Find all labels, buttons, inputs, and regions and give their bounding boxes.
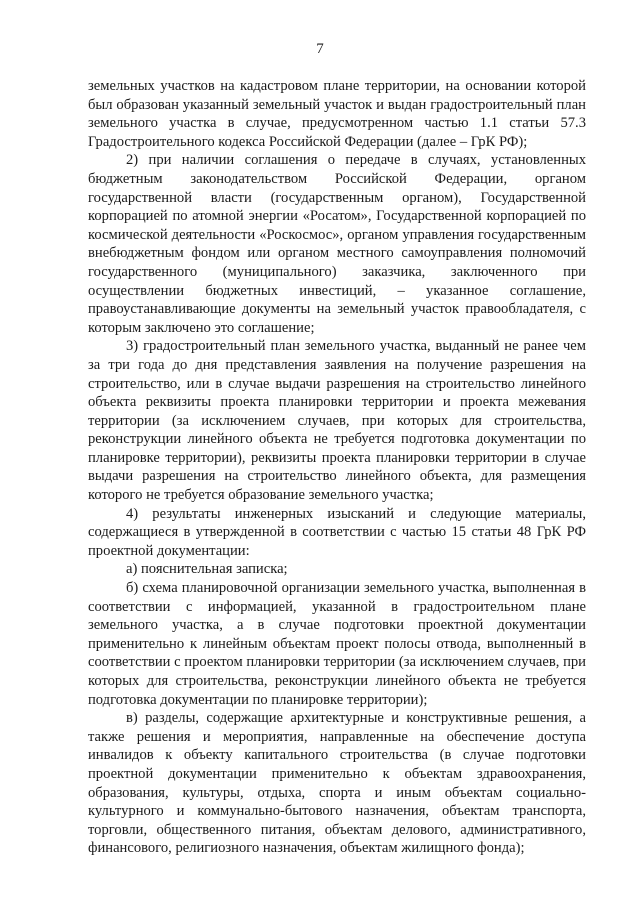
- paragraph-subitem-v: в) разделы, содержащие архитектурные и конструктивные решения, а также решения и мероприятия, направленные на обеспечение доступа инвалидов к объекту капитального строительства (в случае подготовки проектной документации применительно к объектам здравоохранения, образования, культуры, отдыха, спорта и иным объектам социально-культурного и коммунально-бытового назначения, объектам транспорта, торговли, общественного питания, объектам делового, административного, финансового, религиозного назначения, объектам жилищного фонда);: [88, 710, 586, 857]
- paragraph-continuation: земельных участков на кадастровом плане территории, на основании которой был образован указанный земельный участок и выдан градостроительный план земельного участка в случае, предусмотренном частью 1.1 статьи 57.3 Градостроительного кодекса Российской Федерации (далее – ГрК РФ);: [88, 78, 586, 150]
- paragraph-item-2: 2) при наличии соглашения о передаче в случаях, установленных бюджетным законодательством Российской Федерации, органом государственной власти (государственным органом), Государственной корпорацией по атомной энергии «Росатом», Государственной корпорацией по космической деятельности «Роскосмос», органом управления государственным внебюджетным фондом или органом местного самоуправления полномочий государственного (муниципального) заказчика, заключенного при осуществлении бюджетных инвестиций, – указанное соглашение, правоустанавливающие документы на земельный участок правообладателя, с которым заключено это соглашение;: [88, 152, 586, 336]
- page-number: 7: [316, 41, 324, 57]
- paragraph-subitem-b: б) схема планировочной организации земельного участка, выполненная в соответствии с информацией, указанной в градостроительном плане земельного участка, а в случае подготовки проектной документации применительно к линейным объектам проект полосы отвода, выполненный в соответствии с проектом планировки территории (за исключением случаев, при которых для строительства, реконструкции линейного объекта не требуется подготовка документации по планировке территории);: [88, 580, 586, 708]
- paragraph-item-3: 3) градостроительный план земельного участка, выданный не ранее чем за три года до дня представления заявления на получение разрешения на строительство, или в случае выдачи разрешения на строительство линейного объекта реквизиты проекта планировки территории и проекта межевания территории (за исключением случаев, при которых для строительства, реконструкции линейного объекта не требуется подготовка документации по планировке территории), реквизиты проекта планировки территории в случае выдачи разрешения на строительство линейного объекта, для размещения которого не требуется образование земельного участка;: [88, 338, 586, 504]
- document-body: [88, 77, 586, 858]
- paragraph-item-4: 4) результаты инженерных изысканий и следующие материалы, содержащиеся в утвержденной в соответствии с частью 15 статьи 48 ГрК РФ проектной документации:: [88, 505, 586, 559]
- paragraph-subitem-a: а) пояснительная записка;: [126, 561, 288, 578]
